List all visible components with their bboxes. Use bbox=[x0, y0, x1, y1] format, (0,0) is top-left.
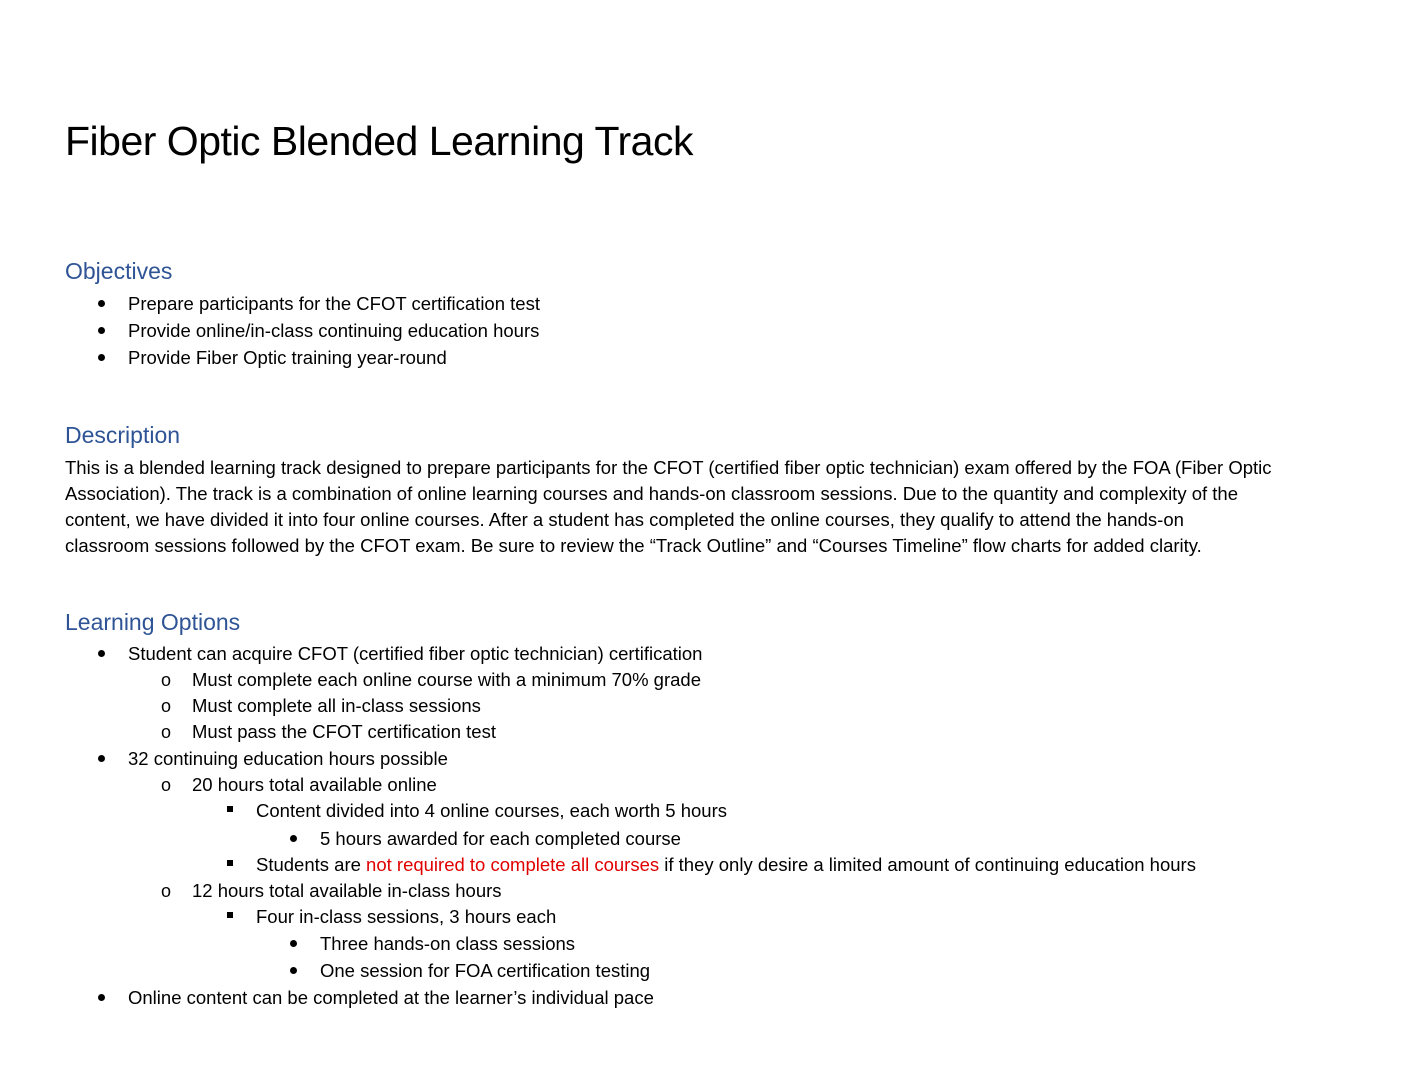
students-note-post: if they only desire a limited amount of continuing education hours bbox=[659, 854, 1196, 875]
option-subitem-online: 20 hours total available online bbox=[192, 774, 437, 795]
circle-bullet-icon: o bbox=[161, 696, 172, 716]
description-paragraph bbox=[65, 455, 1355, 559]
option-subitem: Must complete each online course with a minimum 70% grade bbox=[192, 669, 701, 690]
circle-bullet-icon: o bbox=[161, 881, 172, 901]
option-item-pace: Online content can be completed at the learner’s individual pace bbox=[128, 987, 654, 1008]
description-line: This is a blended learning track designed to prepare participants for the CFOT (certified fiber optic technician) exam offered by the FOA (Fiber Optic bbox=[65, 457, 1272, 478]
description-line: Association). The track is a combination of online learning courses and hands-on classroom sessions. Due to the quantity and complexity of the bbox=[65, 483, 1238, 504]
bullet-icon bbox=[98, 300, 105, 307]
circle-bullet-icon: o bbox=[161, 670, 172, 690]
bullet-icon bbox=[98, 994, 105, 1001]
page-title: Fiber Optic Blended Learning Track bbox=[65, 118, 693, 164]
objective-item: Provide Fiber Optic training year-round bbox=[128, 347, 447, 368]
description-line: classroom sessions followed by the CFOT exam. Be sure to review the “Track Outline” and “Courses Timeline” flow charts for added clarity. bbox=[65, 535, 1202, 556]
circle-bullet-icon: o bbox=[161, 775, 172, 795]
objective-item: Prepare participants for the CFOT certification test bbox=[128, 293, 540, 314]
description-line: content, we have divided it into four online courses. After a student has completed the online courses, they qualify to attend the hands-on bbox=[65, 509, 1184, 530]
option-subitem: Must pass the CFOT certification test bbox=[192, 721, 496, 742]
option-students-note bbox=[256, 854, 1196, 876]
objectives-heading: Objectives bbox=[65, 258, 173, 284]
bullet-icon bbox=[290, 967, 297, 974]
option-item-cfot: Student can acquire CFOT (certified fiber optic technician) certification bbox=[128, 643, 703, 664]
option-online-courses: Content divided into 4 online courses, each worth 5 hours bbox=[256, 800, 728, 821]
option-inclass-sessions: Four in-class sessions, 3 hours each bbox=[256, 906, 557, 927]
option-inclass-sub: One session for FOA certification testing bbox=[320, 960, 651, 981]
option-inclass-sub: Three hands-on class sessions bbox=[320, 933, 576, 954]
bullet-icon bbox=[98, 327, 105, 334]
square-bullet-icon bbox=[227, 912, 233, 918]
bullet-icon bbox=[98, 755, 105, 762]
description-heading: Description bbox=[65, 422, 181, 448]
option-subitem: Must complete all in-class sessions bbox=[192, 695, 481, 716]
bullet-icon bbox=[290, 835, 297, 842]
bullet-icon bbox=[98, 650, 105, 657]
students-note-highlight: not required to complete all courses bbox=[366, 854, 660, 875]
bullet-icon bbox=[98, 354, 105, 361]
students-note-pre: Students are bbox=[256, 854, 367, 875]
objective-item: Provide online/in-class continuing education hours bbox=[128, 320, 540, 341]
option-subitem-inclass: 12 hours total available in-class hours bbox=[192, 880, 502, 901]
square-bullet-icon bbox=[227, 860, 233, 866]
option-online-awarded: 5 hours awarded for each completed course bbox=[320, 828, 681, 849]
square-bullet-icon bbox=[227, 806, 233, 812]
bullet-icon bbox=[290, 940, 297, 947]
learning-options-heading: Learning Options bbox=[65, 609, 241, 635]
circle-bullet-icon: o bbox=[161, 722, 172, 742]
option-item-hours: 32 continuing education hours possible bbox=[128, 748, 448, 769]
